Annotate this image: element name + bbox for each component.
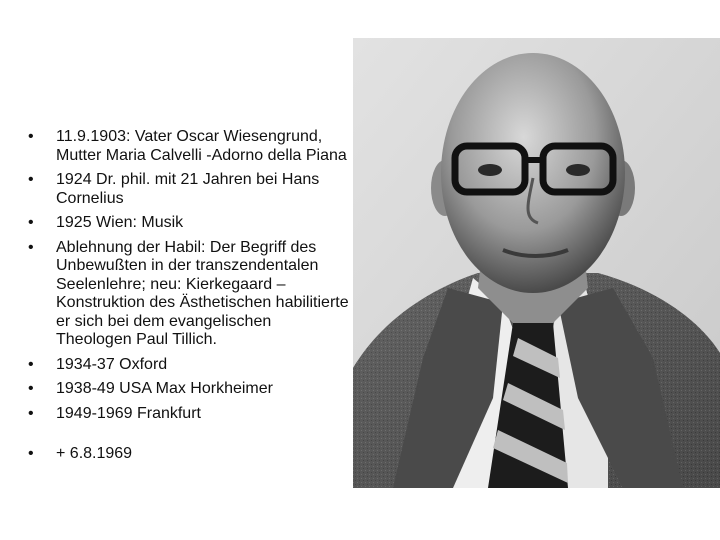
bullet-list — [28, 128, 350, 470]
portrait-photo — [353, 38, 720, 488]
bullet-item: • 1949-1969 Frankfurt — [28, 405, 350, 424]
bullet-item: • Ablehnung der Habil: Der Begriff des Unbewußten in der transzendentalen Seelenlehre; neu: Kierkegaard – Konstruktion des Ästhetischen habilitierte er sich bei dem evangelischen Theologen Paul Tillich. — [28, 239, 350, 350]
bullet-item: • + 6.8.1969 — [28, 445, 350, 464]
bullet-item: • 1938-49 USA Max Horkheimer — [28, 380, 350, 399]
bullet-item: • 1925 Wien: Musik — [28, 214, 350, 233]
bullet-item: • 1924 Dr. phil. mit 21 Jahren bei Hans Cornelius — [28, 171, 350, 208]
bullet-item: • 11.9.1903: Vater Oscar Wiesengrund, Mutter Maria Calvelli -Adorno della Piana — [28, 128, 350, 165]
portrait-illustration — [353, 38, 720, 488]
bullet-item: • 1934-37 Oxford — [28, 356, 350, 375]
